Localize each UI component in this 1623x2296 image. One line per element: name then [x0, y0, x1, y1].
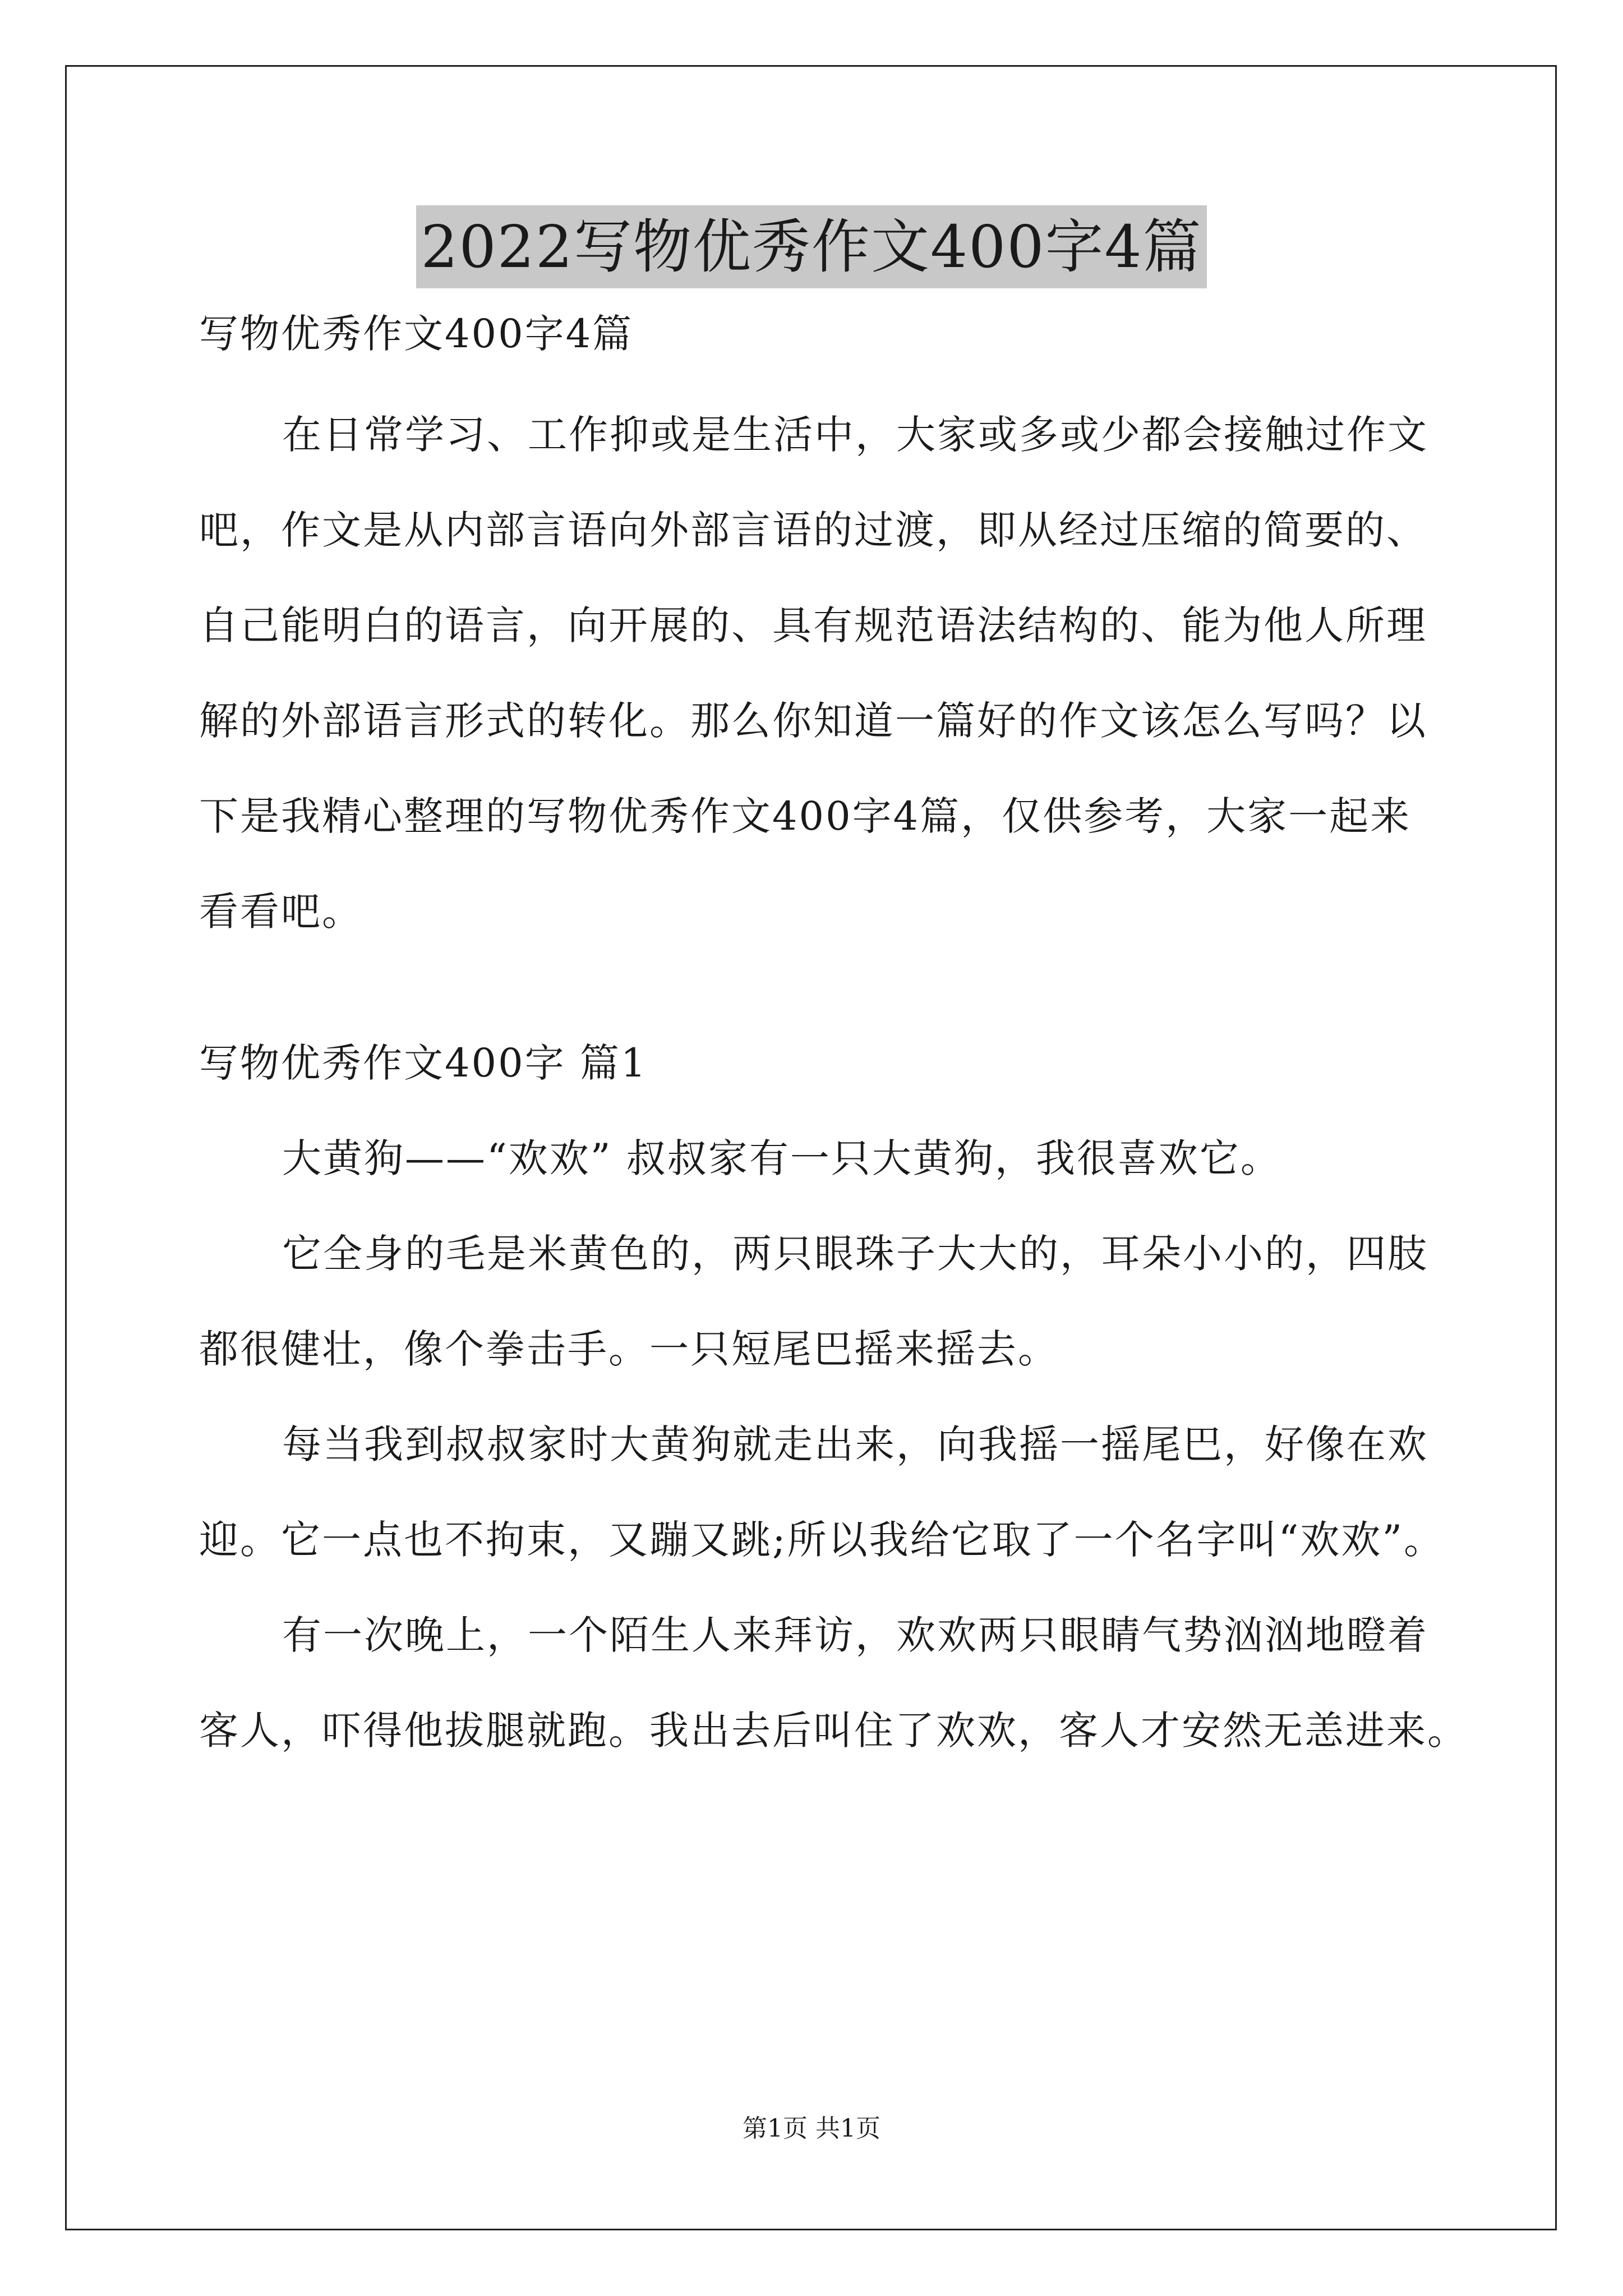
body-line: 在日常学习、工作抑或是生活中，大家或多或少都会接触过作文 — [282, 412, 1428, 458]
body-line: 每当我到叔叔家时大黄狗就走出来，向我摇一摇尾巴，好像在欢 — [282, 1421, 1428, 1467]
page-footer: 第1页 共1页 — [743, 2114, 880, 2143]
body-line: 下是我精心整理的写物优秀作文400字4篇，仅供参考，大家一起来 — [199, 793, 1412, 839]
title-container — [0, 205, 1623, 288]
body-line: 迎。它一点也不拘束，又蹦又跳;所以我给它取了一个名字叫“欢欢”。 — [199, 1517, 1445, 1563]
body-line: 都很健壮，像个拳击手。一只短尾巴摇来摇去。 — [199, 1326, 1059, 1372]
body-line: 大黄狗——“欢欢” 叔叔家有一只大黄狗，我很喜欢它。 — [282, 1135, 1281, 1181]
body-line: 它全身的毛是米黄色的，两只眼珠子大大的，耳朵小小的，四肢 — [282, 1231, 1428, 1277]
body-line: 有一次晚上，一个陌生人来拜访，欢欢两只眼睛气势汹汹地瞪着 — [282, 1612, 1428, 1658]
intro-heading: 写物优秀作文400字4篇 — [199, 311, 634, 357]
body-line: 客人，吓得他拔腿就跑。我出去后叫住了欢欢，客人才安然无恙进来。 — [199, 1708, 1468, 1754]
body-line: 自己能明白的语言，向开展的、具有规范语法结构的、能为他人所理 — [199, 602, 1427, 648]
body-line: 看看吧。 — [199, 889, 363, 935]
document-title: 2022写物优秀作文400字4篇 — [416, 205, 1206, 288]
body-line: 吧，作文是从内部言语向外部言语的过渡，即从经过压缩的简要的、 — [199, 507, 1427, 553]
section-heading: 写物优秀作文400字 篇1 — [199, 1040, 648, 1086]
body-line: 解的外部语言形式的转化。那么你知道一篇好的作文该怎么写吗？以 — [199, 698, 1427, 744]
